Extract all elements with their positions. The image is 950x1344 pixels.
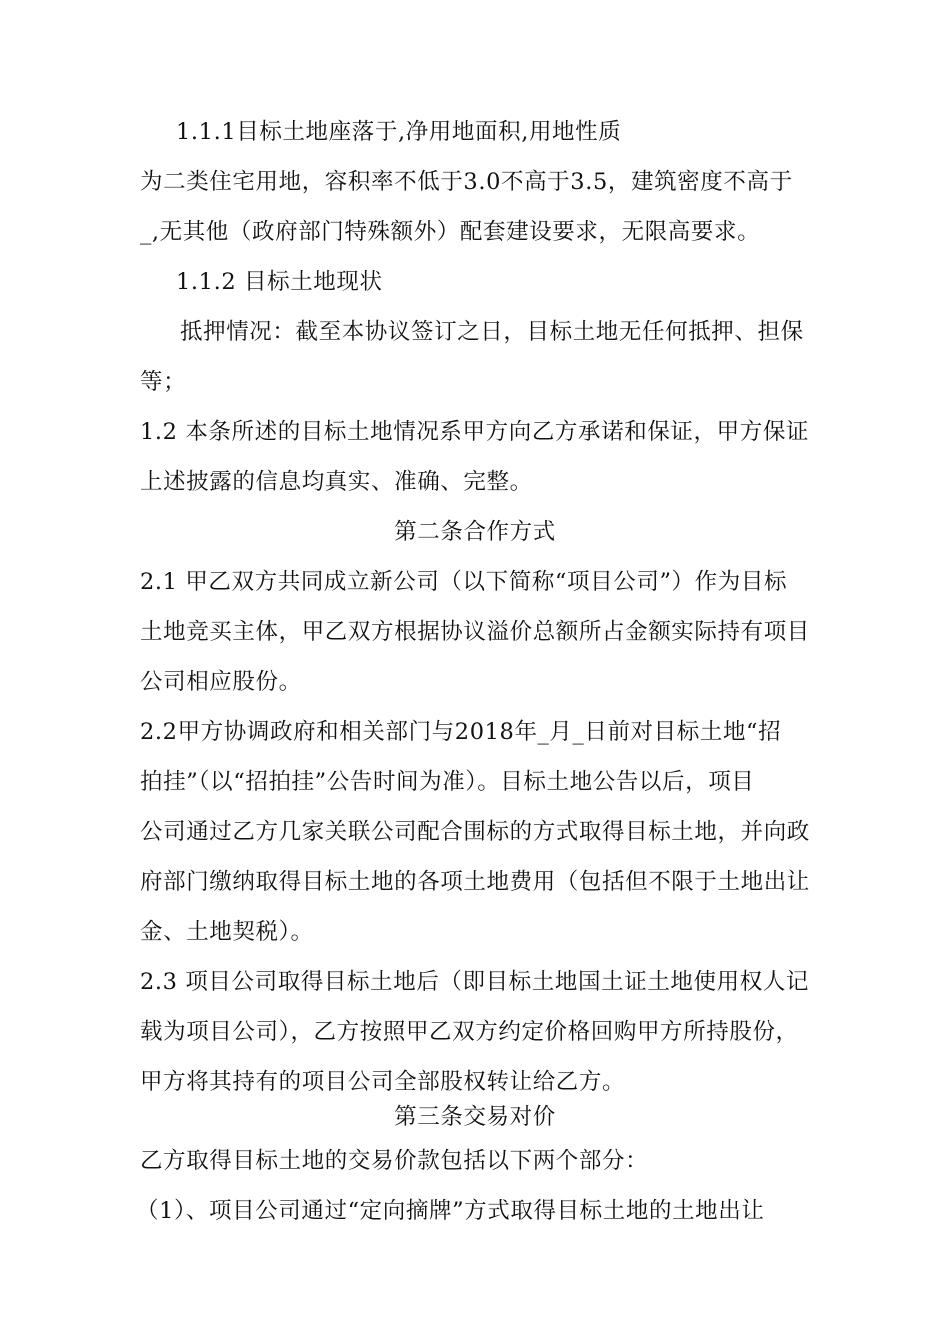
mortgage-status-line-1: 抵押情况：截至本协议签订之日，目标土地无任何抵押、担保 (180, 319, 804, 345)
clause-2-1-line-2: 土地竞买主体，甲乙双方根据协议溢价总额所占金额实际持有项目 (140, 619, 810, 645)
article-3-heading: 第三条交易对价 (394, 1104, 556, 1130)
article-3-item-1: （1）、项目公司通过“定向摘牌”方式取得目标土地的土地出让 (136, 1198, 765, 1224)
clause-1-2-line-2: 上述披露的信息均真实、准确、完整。 (140, 469, 533, 495)
article-2-heading: 第二条合作方式 (394, 519, 556, 545)
clause-1-1-1-line-3: _,无其他（政府部门特殊额外）配套建设要求，无限高要求。 (140, 219, 761, 245)
article-3-intro: 乙方取得目标土地的交易价款包括以下两个部分： (140, 1148, 649, 1174)
clause-2-3-line-2: 载为项目公司），乙方按照甲乙双方约定价格回购甲方所持股份， (140, 1019, 799, 1045)
clause-2-3-line-3: 甲方将其持有的项目公司全部股权转让给乙方。 (140, 1069, 626, 1095)
clause-1-2-line-1: 1.2 本条所述的目标土地情况系甲方向乙方承诺和保证，甲方保证 (140, 419, 810, 445)
clause-2-2-line-3: 公司通过乙方几家关联公司配合围标的方式取得目标土地，并向政 (140, 819, 810, 845)
clause-1-1-1-line-1: 1.1.1目标土地座落于,净用地面积,用地性质 (176, 119, 622, 145)
clause-1-1-2-heading: 1.1.2 目标土地现状 (176, 269, 383, 295)
clause-2-3-line-1: 2.3 项目公司取得目标土地后（即目标土地国土证土地使用权人记 (140, 969, 810, 995)
clause-2-1-line-3: 公司相应股份。 (140, 669, 302, 695)
clause-2-2-line-1: 2.2甲方协调政府和相关部门与2018年_月_日前对目标土地“招 (140, 719, 782, 745)
mortgage-status-line-2: 等； (140, 369, 187, 395)
clause-2-2-line-5: 金、土地契税）。 (140, 919, 314, 945)
clause-2-2-line-4: 府部门缴纳取得目标土地的各项土地费用（包括但不限于土地出让 (140, 869, 810, 895)
clause-2-1-line-1: 2.1 甲乙双方共同成立新公司（以下简称“项目公司”）作为目标 (140, 569, 788, 595)
clause-1-1-1-line-2: 为二类住宅用地，容积率不低于3.0不高于3.5，建筑密度不高于 (140, 169, 793, 195)
clause-2-2-line-2: 拍挂”（以“招拍挂”公告时间为准）。目标土地公告以后，项目 (140, 769, 755, 795)
